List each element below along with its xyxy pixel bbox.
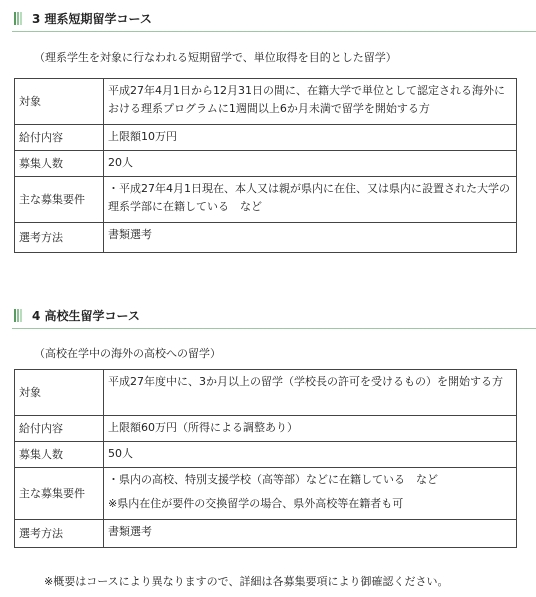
row-value: 平成27年4月1日から12月31日の間に、在籍大学で単位として認定される海外における理系プログラムに1週間以上6か月未満で留学を開始する方 (104, 79, 517, 125)
course-table-4 (14, 369, 517, 548)
row-value: 書類選考 (104, 223, 517, 253)
row-label: 選考方法 (15, 223, 104, 253)
table-row (15, 370, 517, 416)
row-value: 20人 (104, 151, 517, 177)
section-intro: （高校在学中の海外の高校への留学） (34, 347, 221, 360)
row-label: 選考方法 (15, 520, 104, 548)
row-value (104, 468, 517, 520)
table-row (15, 468, 517, 520)
table-row (15, 520, 517, 548)
row-label: 主な募集要件 (15, 177, 104, 223)
table-row (15, 442, 517, 468)
row-label: 給付内容 (15, 125, 104, 151)
row-label: 給付内容 (15, 416, 104, 442)
course-table-3 (14, 78, 517, 253)
row-value: 書類選考 (104, 520, 517, 548)
table-row (15, 79, 517, 125)
section-heading-4 (12, 303, 536, 329)
row-value: 上限額10万円 (104, 125, 517, 151)
section-intro: （理系学生を対象に行なわれる短期留学で、単位取得を目的とした留学） (34, 51, 397, 64)
table-row (15, 151, 517, 177)
table-row (15, 177, 517, 223)
row-label: 対象 (15, 370, 104, 416)
heading-bar-icon (14, 309, 22, 322)
row-label: 募集人数 (15, 151, 104, 177)
row-label: 主な募集要件 (15, 468, 104, 520)
row-value: 上限額60万円（所得による調整あり） (104, 416, 517, 442)
row-value: 平成27年度中に、3か月以上の留学（学校長の許可を受けるもの）を開始する方 (104, 370, 517, 416)
row-label: 募集人数 (15, 442, 104, 468)
row-label: 対象 (15, 79, 104, 125)
section-title: 4 高校生留学コース (32, 309, 140, 323)
footer-note: ※概要はコースにより異なりますので、詳細は各募集要項により御確認ください。 (44, 575, 449, 588)
section-heading-3 (12, 6, 536, 32)
requirement-note: ※県内在住が要件の交換留学の場合、県外高校等在籍者も可 (108, 497, 404, 510)
row-value: ・平成27年4月1日現在、本人又は親が県内に在住、又は県内に設置された大学の理系学部に在籍している など (104, 177, 517, 223)
table-row (15, 223, 517, 253)
table-row (15, 125, 517, 151)
heading-bar-icon (14, 12, 22, 25)
row-value: 50人 (104, 442, 517, 468)
table-row (15, 416, 517, 442)
requirement-text: ・県内の高校、特別支援学校（高等部）などに在籍している など (108, 473, 438, 486)
section-title: 3 理系短期留学コース (32, 12, 152, 26)
